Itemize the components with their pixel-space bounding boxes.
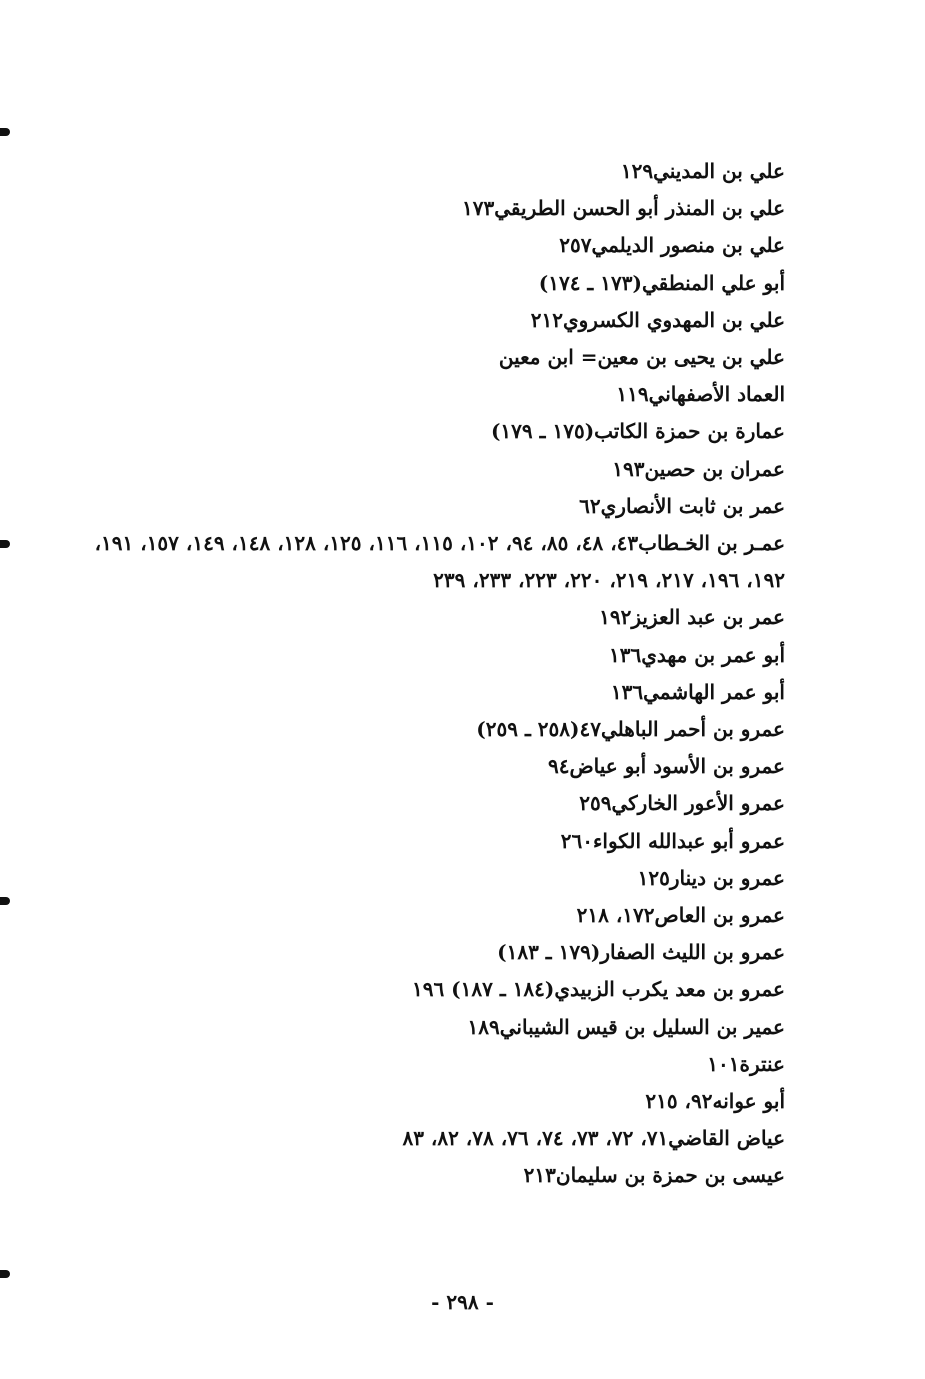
index-entry (85, 897, 785, 934)
index-entry-text: عمـر بن الخـطاب٤٣، ٤٨، ٨٥، ٩٤، ١٠٢، ١١٥، ١١٦، ١٢٥، ١٢٨، ١٤٨، ١٤٩، ١٥٧، ١٩١، ١٩٢، ١٩٦، ٢١٧، ٢١٩، ٢٢٠، ٢٢٣، ٢٣٣، ٢٣٩ (94, 531, 785, 593)
margin-mark (0, 897, 10, 905)
index-entry (85, 785, 785, 822)
index-entry (85, 1046, 785, 1083)
index-entry (85, 599, 785, 636)
index-entry-text: عمران بن حصين١٩٣ (612, 456, 785, 481)
index-entry (85, 227, 785, 264)
index-entry (85, 674, 785, 711)
margin-mark (0, 540, 10, 548)
page-number: - ٢٩٨ - (431, 1290, 494, 1314)
index-list (85, 153, 785, 1195)
index-entry (85, 376, 785, 413)
index-entry (85, 971, 785, 1008)
index-entry-text: عمير بن السليل بن قيس الشيباني١٨٩ (467, 1014, 785, 1039)
index-entry-text: علي بن المديني١٢٩ (620, 159, 785, 183)
index-entry (85, 302, 785, 339)
index-entry (85, 711, 785, 748)
index-entry (85, 1083, 785, 1120)
index-entry-text: عنترة١٠١ (707, 1051, 785, 1076)
index-entry-text: أبو عمر الهاشمي١٣٦ (610, 679, 785, 704)
index-entry-text: علي بن يحيى بن معين= ابن معين (498, 345, 785, 370)
index-entry (85, 1120, 785, 1157)
index-entry (85, 190, 785, 227)
index-entry (85, 488, 785, 525)
index-entry (85, 637, 785, 674)
index-entry-text: عياض القاضي٧١، ٧٢، ٧٣، ٧٤، ٧٦، ٧٨، ٨٢، ٨٣ (402, 1126, 785, 1151)
index-entry-text: العماد الأصفهاني١١٩ (616, 382, 785, 407)
index-entry-text: عمرو أبو عبدالله الكواء٢٦٠ (560, 828, 785, 853)
index-entry-text: عمرو بن العاص١٧٢، ٢١٨ (576, 903, 785, 928)
index-entry (85, 934, 785, 971)
margin-mark (0, 128, 10, 136)
index-entry-text: عمرو بن معد يكرب الزبيدي(١٨٤ ـ ١٨٧) ١٩٦ (411, 977, 785, 1002)
index-entry-text: عمرو بن دينار١٢٥ (637, 865, 785, 890)
index-entry (85, 748, 785, 785)
index-entry-text: علي بن المنذر أبو الحسن الطريقي١٧٣ (462, 196, 785, 221)
index-entry-text: عمرو الأعور الخاركي٢٥٩ (579, 791, 785, 816)
index-entry-text: عمارة بن حمزة الكاتب(١٧٥ ـ ١٧٩) (490, 419, 785, 444)
index-entry-text: علي بن منصور الديلمي٢٥٧ (559, 233, 785, 258)
index-entry (85, 860, 785, 897)
index-entry-text: أبو عمر بن مهدي١٣٦ (609, 642, 785, 667)
index-entry-text: عمرو بن أحمر الباهلي٤٧(٢٥٨ ـ ٢٥٩) (476, 717, 785, 742)
index-entry-text: عمر بن ثابت الأنصاري٦٢ (579, 493, 785, 518)
index-entry (85, 153, 785, 190)
index-entry-text: علي بن المهدوي الكسروي٢١٢ (530, 307, 785, 332)
index-entry-text: أبو عوانه٩٢، ٢١٥ (645, 1089, 785, 1114)
index-entry (85, 413, 785, 450)
index-entry-text: عمر بن عبد العزيز١٩٢ (599, 605, 785, 630)
index-entry-text: أبو علي المنطقي(١٧٣ ـ ١٧٤) (538, 270, 785, 295)
index-entry (85, 823, 785, 860)
index-entry-text: عمرو بن الأسود أبو عياض٩٤ (548, 754, 785, 779)
index-entry-text: عمرو بن الليث الصفار(١٧٩ ـ ١٨٣) (497, 940, 785, 965)
index-entry (85, 1009, 785, 1046)
index-entry (85, 265, 785, 302)
index-entry (85, 451, 785, 488)
index-entry-text: عيسى بن حمزة بن سليمان٢١٣ (523, 1163, 785, 1188)
index-entry (85, 1157, 785, 1194)
index-entry (85, 525, 785, 599)
index-entry (85, 339, 785, 376)
margin-mark (0, 1270, 10, 1278)
